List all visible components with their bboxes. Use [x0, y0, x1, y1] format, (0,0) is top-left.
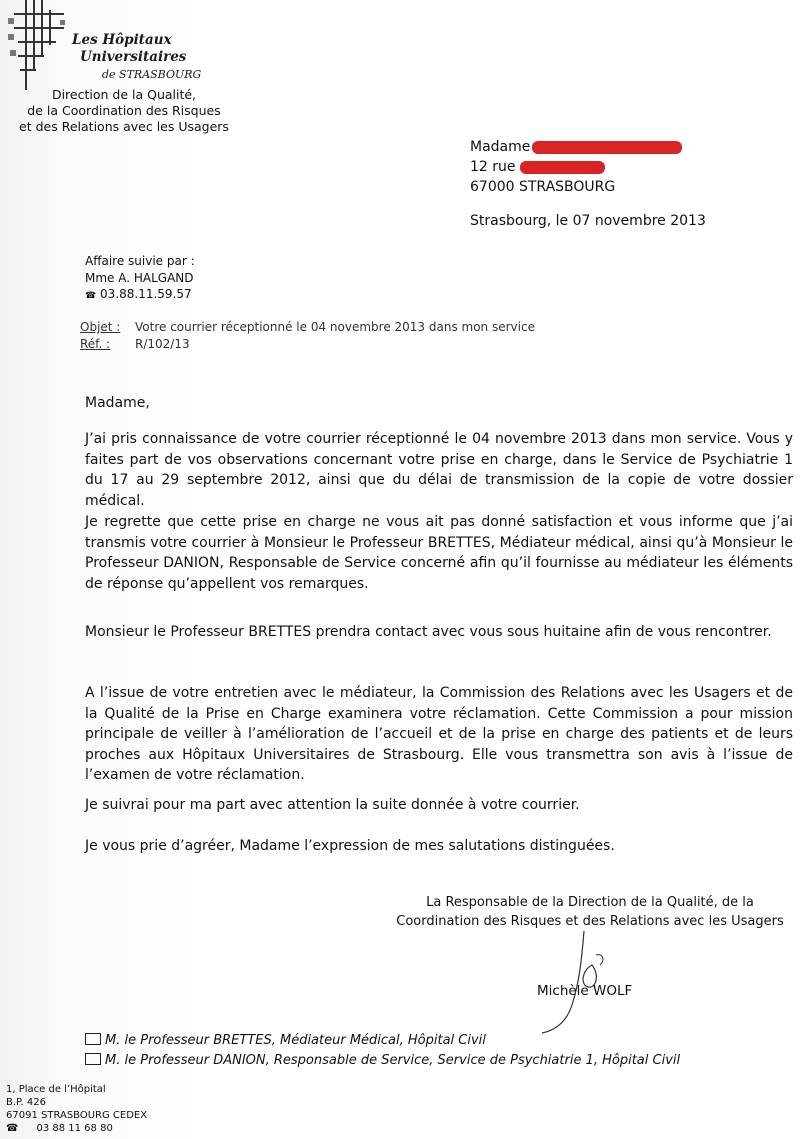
signatory-title-line-2: Coordination des Risques et des Relations avec les Usagers — [396, 914, 784, 929]
copy-recipient-1 — [85, 1033, 486, 1048]
logo-line-3: de STRASBOURG — [102, 68, 202, 81]
subject-label: Objet : — [80, 320, 121, 334]
copy-icon — [85, 1053, 101, 1065]
direction-line-3: et des Relations avec les Usagers — [19, 119, 229, 134]
body-paragraph-4: A l’issue de votre entretien avec le médiateur, la Commission des Relations avec les Usagers et de la Qualité de la Prise en Charge examinera votre réclamation. Cette Commission a pour mission principale de veiller à l’amélioration de l’accueil et de la prise en charge des patients et de leurs proches aux Hôpitaux Universitaires de Strasbourg. Elle vous transmettra son avis à l’issue de l’examen de votre réclamation. — [85, 685, 793, 783]
body-paragraph-5: Je suivrai pour ma part avec attention la suite donnée à votre courrier. — [85, 797, 580, 813]
subject-line — [80, 319, 535, 336]
recipient-name-line — [470, 137, 682, 157]
salutation: Madame, — [85, 395, 150, 411]
reference-line — [80, 336, 535, 353]
case-handler-phone: 03.88.11.59.57 — [100, 287, 192, 301]
copy-icon — [85, 1033, 101, 1045]
footer-address — [6, 1083, 147, 1135]
reference-value: R/102/13 — [135, 336, 190, 351]
reference-label: Réf. : — [80, 336, 111, 351]
body-paragraph-2: Je regrette que cette prise en charge ne vous ait pas donné satisfaction et vous informe que j’ai transmis votre courrier à Monsieur le Professeur BRETTES, Médiateur médical, ainsi qu’à Monsieur le Professeur DANION, Responsable de Service concerné afin qu’il fournisse au médiateur les éléments de réponse qu’appellent vos remarques. — [85, 514, 793, 592]
direction-line-2: de la Coordination des Risques — [27, 103, 221, 118]
redaction-mark — [520, 161, 605, 174]
subject-block — [80, 319, 535, 352]
recipient-city: 67000 STRASBOURG — [470, 179, 616, 195]
phone-icon: ☎ — [6, 1123, 19, 1134]
footer-phone-line — [6, 1122, 147, 1135]
hospital-logo-mark — [4, 0, 70, 95]
recipient-street-line — [470, 157, 682, 177]
copy-recipient-2 — [85, 1053, 680, 1068]
phone-icon: ☎ — [85, 291, 97, 301]
logo-line-2: Universitaires — [80, 49, 187, 65]
copy-recipient-text: M. le Professeur BRETTES, Médiateur Médical, Hôpital Civil — [105, 1033, 486, 1048]
case-handler-name: Mme A. HALGAND — [85, 270, 194, 285]
handwritten-signature-mark — [522, 925, 632, 1035]
redaction-mark — [532, 141, 682, 154]
signatory-name: Michèle WOLF — [537, 983, 633, 999]
footer-address-line-1: 1, Place de l’Hôpital — [6, 1084, 106, 1095]
recipient-street-prefix: 12 rue — [470, 159, 516, 175]
case-handler-block — [85, 253, 195, 305]
direction-header — [14, 87, 234, 135]
footer-address-line-2: B.P. 426 — [6, 1097, 46, 1108]
hospital-logo-text — [72, 32, 201, 83]
logo-line-1: Les Hôpitaux — [72, 32, 172, 48]
recipient-address — [470, 137, 682, 197]
direction-line-1: Direction de la Qualité, — [51, 87, 197, 102]
body-paragraph-3: Monsieur le Professeur BRETTES prendra contact avec vous sous huitaine afin de vous rencontrer. — [85, 624, 772, 640]
copy-recipient-text: M. le Professeur DANION, Responsable de Service, Service de Psychiatrie 1, Hôpital Civil — [105, 1053, 681, 1068]
footer-address-line-3: 67091 STRASBOURG CEDEX — [6, 1110, 148, 1121]
body-paragraph-1: J’ai pris connaissance de votre courrier réceptionné le 04 novembre 2013 dans mon service. Vous y faites part de vos observations concernant votre prise en charge, dans le Service de Psychiatrie 1 du 17 au 29 septembre 2012, ainsi que du délai de transmission de la copie de votre dossier médical. — [85, 431, 793, 509]
case-handler-label: Affaire suivie par : — [85, 254, 195, 268]
letter-date: Strasbourg, le 07 novembre 2013 — [470, 213, 706, 229]
subject-text: Votre courrier réceptionné le 04 novembre 2013 dans mon service — [135, 320, 535, 334]
closing-paragraph: Je vous prie d’agréer, Madame l’expression de mes salutations distinguées. — [85, 838, 615, 854]
footer-phone: 03 88 11 68 80 — [36, 1123, 113, 1134]
recipient-name-prefix: Madame — [470, 139, 531, 155]
signatory-title-line-1: La Responsable de la Direction de la Qualité, de la — [426, 895, 754, 910]
case-handler-phone-line — [85, 286, 195, 305]
